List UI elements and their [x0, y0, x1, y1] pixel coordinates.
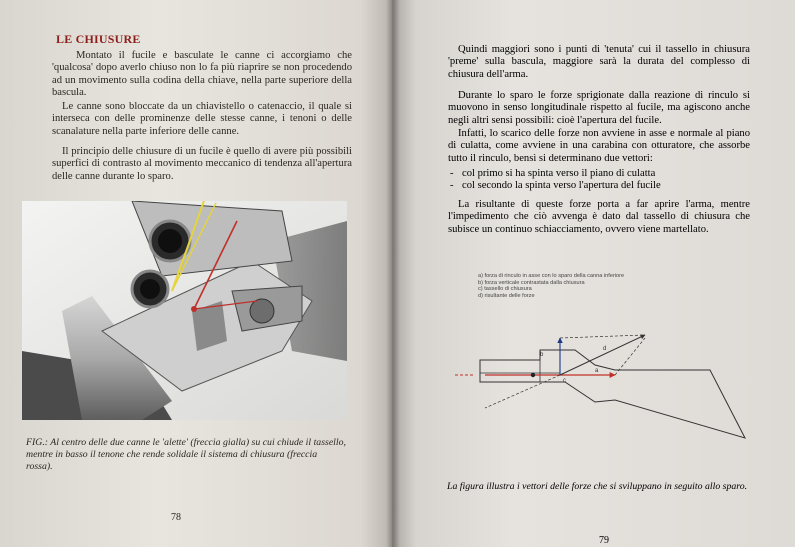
diagram-label-a: a [595, 368, 599, 374]
section-title: LE CHIUSURE [56, 32, 141, 46]
diagram-caption: La figura illustra i vettori delle forze che si sviluppano in seguito allo sparo. [447, 481, 748, 492]
right-paragraph-4: La risultante di queste forze porta a far aprire l'arma, mentre l'impedimento che ciò avvenga è dato dal tassello di chiusura che subisce un continuo schiacciamento, ovvero viene martellato. [448, 199, 750, 235]
vector-list [448, 168, 748, 193]
page-number-left: 78 [171, 512, 181, 523]
left-paragraph-1: Montato il fucile e basculate le canne ci accorgiamo che 'qualcosa' dopo averlo chiuso non lo fa più riaprire se non procedendo ad un movimento sulla codina della chiave, nella parte superiore della bascula. [52, 50, 352, 98]
right-paragraph-2: Durante lo sparo le forze sprigionate dalla reazione di rinculo si muovono in senso longitudinale rispetto al fucile, ma agiscono anche negli altri sensi possibili: cioè l'apertura del fucile. [448, 90, 750, 126]
right-paragraph-1: Quindi maggiori sono i punti di 'tenuta' cui il tassello in chiusura 'preme' sulla bascula, maggiore sarà la durata del complesso di chiusura dell'arma. [448, 44, 750, 80]
left-paragraph-3: Il principio delle chiusure di un fucile è quello di avere più possibili superfici di contrasto al movimento meccanico di tendenza all'apertura delle canne durante lo sparo. [52, 146, 352, 182]
left-paragraph-2: Le canne sono bloccate da un chiavistello o catenaccio, il quale si interseca con delle prominenze delle stesse canne, i tenoni o delle scanalature nella parte inferiore delle canne. [52, 101, 352, 137]
diagram-label-c: c [563, 378, 566, 384]
right-paragraph-3: Infatti, lo scarico delle forze non avviene in asse e normale al piano di culatta, come avviene in una carabina con otturatore, che assorbe tutto il rinculo, bensì si determinano due vettori: [448, 128, 750, 164]
book-gutter [386, 0, 400, 547]
shotgun-photo [22, 201, 347, 420]
left-page [0, 0, 392, 547]
vector-item-1: - col primo si ha spinta verso il piano di culatta [448, 168, 748, 180]
legend-item-d: d) risultante delle forze [478, 292, 535, 299]
photo-caption: FIG.: Al centro delle due canne le 'alette' (freccia gialla) su cui chiude il tassello, mentre in basso il tenone che rende solidale il sistema di chiusura (freccia rossa). [26, 437, 346, 472]
diagram-label-d: d [603, 346, 607, 352]
force-vector-diagram [445, 270, 755, 440]
page-number-right: 79 [599, 535, 609, 546]
legend-item-b: b) forza verticale contrastata dalla chiusura [478, 279, 585, 286]
vector-item-2: - col secondo la spinta verso l'apertura del fucile [448, 180, 748, 192]
legend-item-c: c) tassello di chiusura [478, 286, 532, 293]
legend-item-a: a) forza di rinculo in asse con lo sparo della canna inferiore [478, 273, 625, 279]
diagram-label-b: b [540, 352, 544, 358]
